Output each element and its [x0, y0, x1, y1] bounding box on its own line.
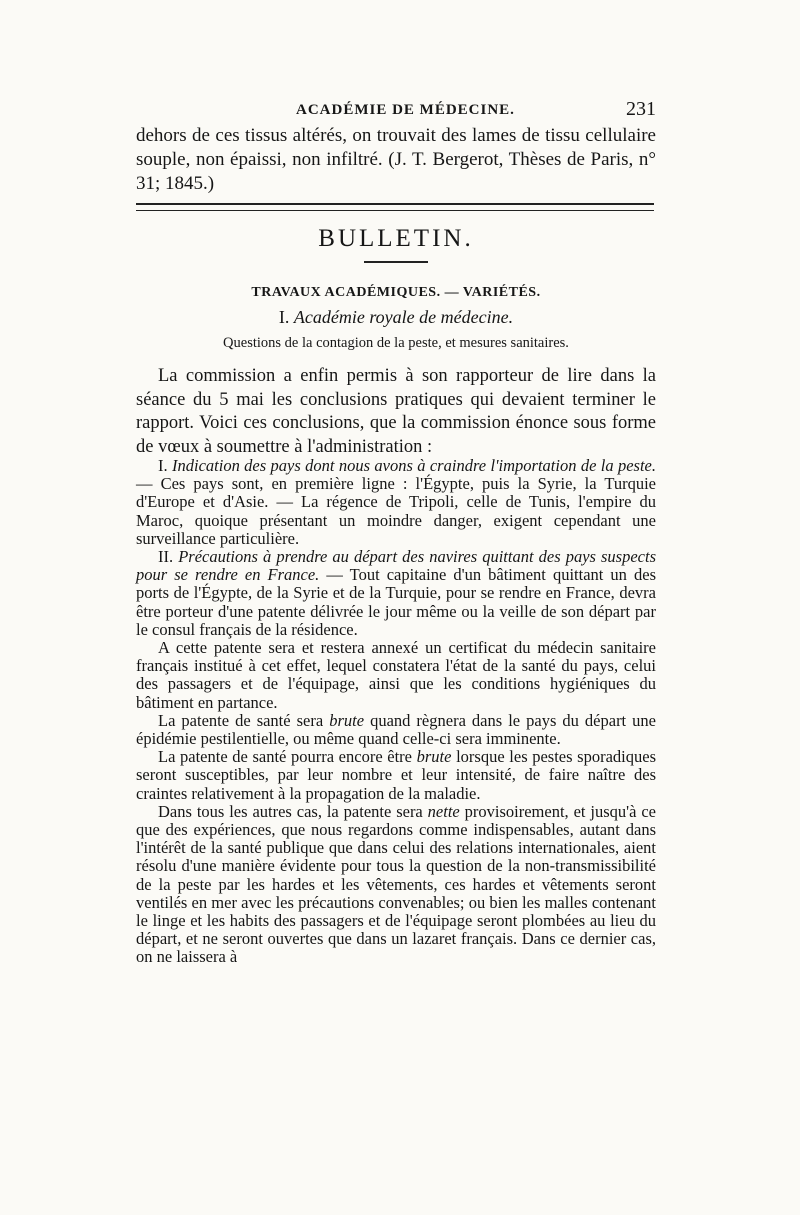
- paragraph-text: A cette patente sera et restera annexé un certificat du médecin sanitaire français institué à cet effet, lequel constatera l'état de la santé du pays, celui des passagers et de l'équipage, ainsi que les conditions hygiéniques du bâtiment en partance.: [136, 638, 656, 712]
- page-number: 231: [626, 98, 656, 120]
- paragraph-italic: Précautions à prendre au départ des navires quittant des pays suspects pour se rendre en France.: [136, 547, 657, 585]
- paragraph-text: provisoirement, et jusqu'à ce que des expériences, que nous regardons comme indispensables, autant dans l'intérêt de la santé publique que dans celui des relations internationales, aient résolu d'une manière évidente pour tous la question de la non-transmissibilité de la peste par les hardes et les vêtements, ces hardes et vêtements seront ventilés en mer avec les précautions convenables; ou bien les malles contenant le linge et les habits des passagers et de l'équipage seront plombées au lieu du départ, et ne seront ouvertes que dans un lazaret français. Dans ce dernier cas, on ne laissera à: [136, 801, 656, 967]
- paragraph-pre: Dans tous les autres cas, la patente sera: [158, 801, 428, 821]
- paragraph-3: [136, 639, 656, 712]
- running-head: [136, 100, 656, 126]
- section-title: TRAVAUX ACADÉMIQUES. — VARIÉTÉS.: [251, 285, 541, 300]
- short-rule-divider: [364, 261, 428, 263]
- paragraph-italic: brute: [416, 747, 452, 767]
- running-head-title: ACADÉMIE DE MÉDECINE.: [296, 102, 515, 118]
- paragraph-italic: brute: [329, 710, 365, 730]
- paragraph-5: [136, 748, 656, 803]
- subsection-title: Académie royale de médecine.: [293, 307, 514, 327]
- paragraph-4: [136, 712, 656, 748]
- double-rule-divider: [136, 203, 654, 211]
- paragraph-2: [136, 548, 656, 639]
- paragraph-text: — Ces pays sont, en première ligne : l'Égypte, puis la Syrie, la Turquie d'Europe et d'Asie. — La régence de Tripoli, celle de Tunis, l'empire du Maroc, quoique présentant un moindre danger, exigent cependant une surveillance particulière.: [136, 474, 656, 548]
- subsection-number: I.: [278, 307, 290, 327]
- paragraph-italic: Indication des pays dont nous avons à craindre l'importation de la peste.: [172, 456, 657, 475]
- paragraph-1: [136, 457, 656, 548]
- bulletin-title: BULLETIN.: [318, 225, 474, 252]
- intro-text: dehors de ces tissus altérés, on trouvait des lames de tissu cellulaire souple, non épaissi, non infiltré. (J. T. Bergerot, Thèses de Paris, n° 31; 1845.): [136, 125, 656, 194]
- paragraph-italic: nette: [427, 801, 460, 821]
- paragraph-text: quand règnera dans le pays du départ une épidémie pestilentielle, ou même quand celle-ci sera imminente.: [136, 710, 656, 749]
- subtitle: Questions de la contagion de la peste, et mesures sanitaires.: [223, 335, 569, 351]
- paragraph-pre: La patente de santé sera: [158, 710, 330, 730]
- lead-paragraph: La commission a enfin permis à son rapporteur de lire dans la séance du 5 mai les conclusions pratiques qui devaient terminer le rapport. Voici ces conclusions, que la commission énonce sous forme de vœux à soumettre à l'administration :: [136, 366, 656, 457]
- paragraph-text: lorsque les pestes sporadiques seront susceptibles, par leur nombre et leur intensité, de faire naître des craintes relativement à la propagation de la maladie.: [136, 747, 656, 803]
- paragraph-text: — Tout capitaine d'un bâtiment quittant un des ports de l'Égypte, de la Syrie et de la Turquie, pour se rendre en France, devra être porteur d'une patente délivrée le jour même ou la veille de son départ par le consul français de la résidence.: [136, 565, 656, 639]
- paragraph-pre: La patente de santé pourra encore être: [158, 747, 417, 767]
- paragraph-label: I.: [158, 456, 168, 475]
- paragraph-label: II.: [158, 547, 174, 567]
- body-text: [136, 457, 656, 967]
- paragraph-6: [136, 803, 656, 967]
- subsection-heading: [136, 307, 656, 328]
